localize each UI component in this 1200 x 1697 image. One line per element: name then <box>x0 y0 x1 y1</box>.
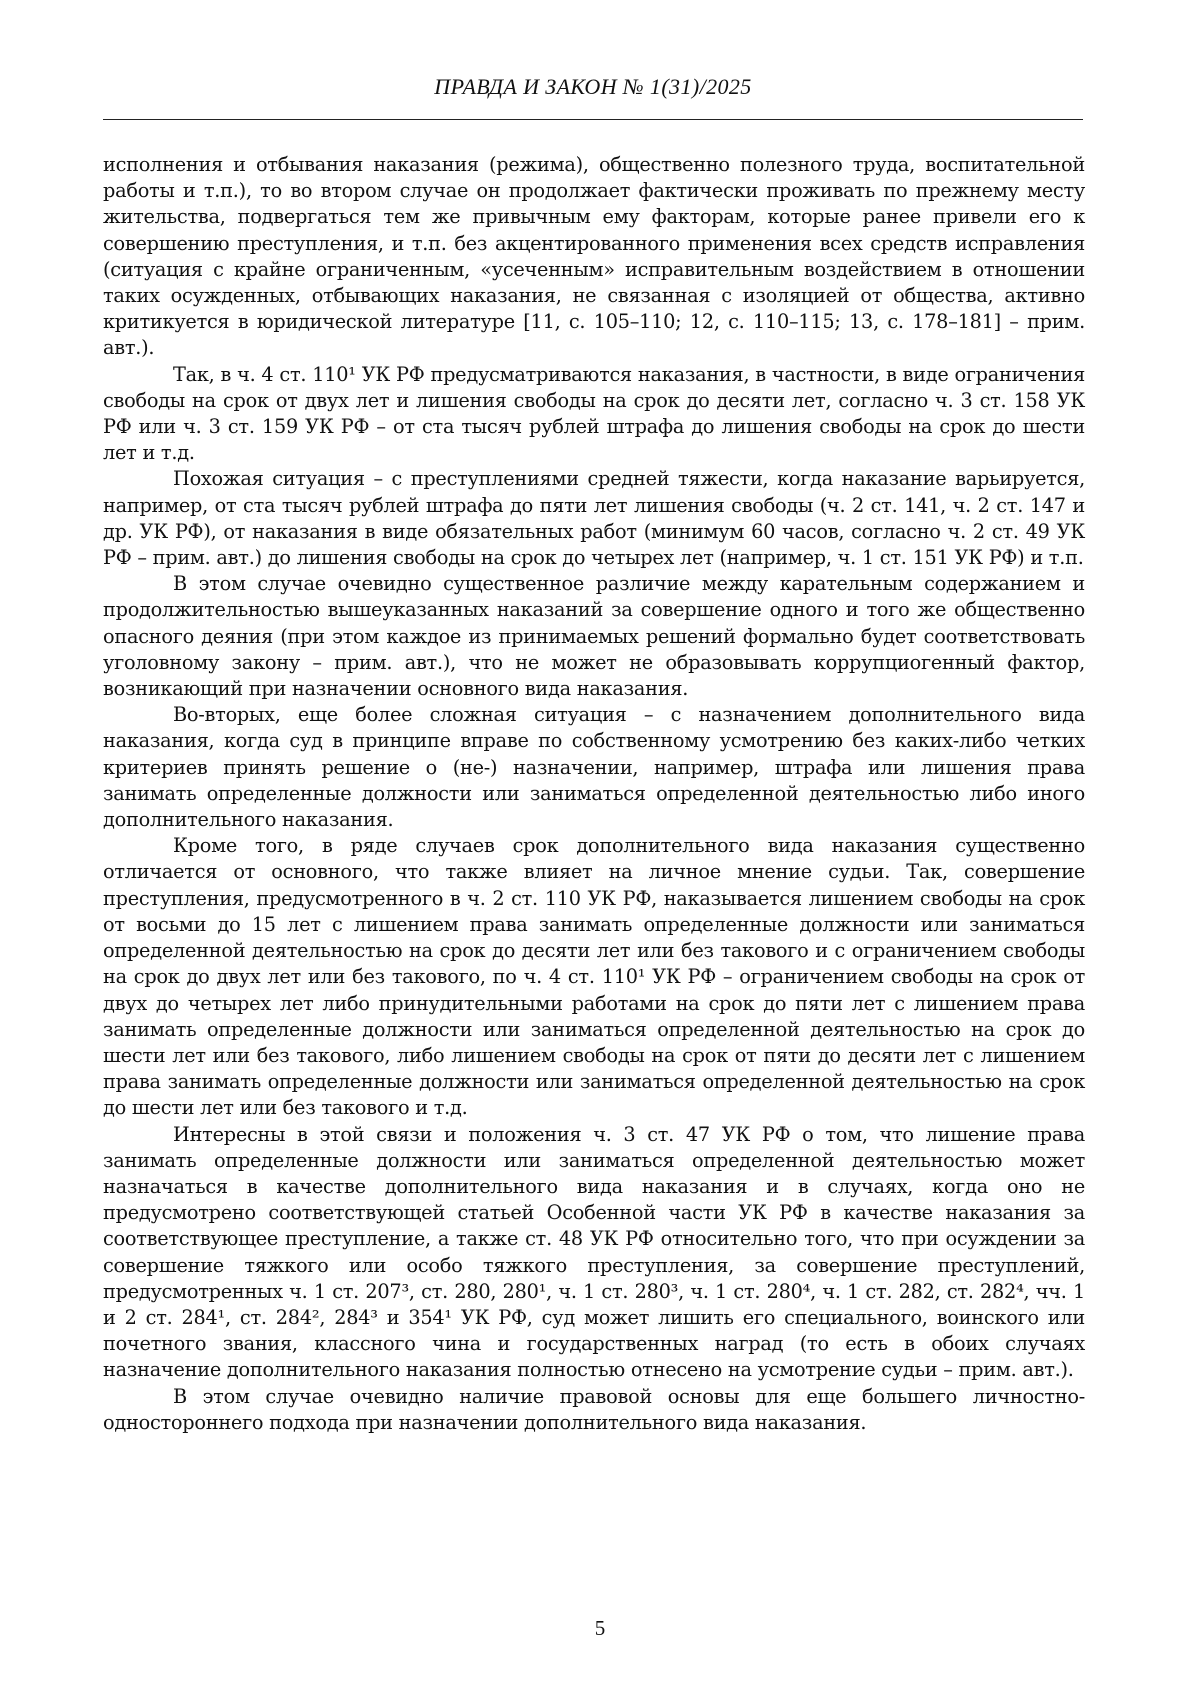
article-body <box>103 152 1085 1436</box>
header-rule <box>103 119 1083 120</box>
paragraph-1: исполнения и отбывания наказания (режима), общественно полезного труда, воспитательной работы и т.п.), то во втором случае он продолжает фактически проживать по прежнему месту жительства, подвергаться тем же привычным ему факторам, которые ранее привели его к совершению преступления, и т.п. без акцентированного применения всех средств исправления (ситуация с крайне ограниченным, «усеченным» исправительным воздействием в отношении таких осужденных, отбывающих наказания, не связанная с изоляцией от общества, активно критикуется в юридической литературе [11, с. 105–110; 12, с. 110–115; 13, с. 178–181] – прим. авт.). <box>103 152 1085 362</box>
paragraph-3: Похожая ситуация – с преступлениями средней тяжести, когда наказание варьируется, например, от ста тысяч рублей штрафа до пяти лет лишения свободы (ч. 2 ст. 141, ч. 2 ст. 147 и др. УК РФ), от наказания в виде обязательных работ (минимум 60 часов, согласно ч. 2 ст. 49 УК РФ – прим. авт.) до лишения свободы на срок до четырех лет (например, ч. 1 ст. 151 УК РФ) и т.п. <box>103 466 1085 571</box>
running-header: ПРАВДА И ЗАКОН № 1(31)/2025 <box>103 74 1083 100</box>
paragraph-4: В этом случае очевидно существенное различие между карательным содержанием и продолжительностью вышеуказанных наказаний за совершение одного и того же общественно опасного деяния (при этом каждое из принимаемых решений формально будет соответствовать уголовному закону – прим. авт.), что не может не образовывать коррупциогенный фактор, возникающий при назначении основного вида наказания. <box>103 571 1085 702</box>
paragraph-7: Интересны в этой связи и положения ч. 3 ст. 47 УК РФ о том, что лишение права занимать определенные должности или заниматься определенной деятельностью может назначаться в качестве дополнительного вида наказания и в случаях, когда оно не предусмотрено соответствующей статьей Особенной части УК РФ в качестве наказания за соответствующее преступление, а также ст. 48 УК РФ относительно того, что при осуждении за совершение тяжкого или особо тяжкого преступления, за совершение преступлений, предусмотренных ч. 1 ст. 207³, ст. 280, 280¹, ч. 1 ст. 280³, ч. 1 ст. 280⁴, ч. 1 ст. 282, ст. 282⁴, чч. 1 и 2 ст. 284¹, ст. 284², 284³ и 354¹ УК РФ, суд может лишить его специального, воинского или почетного звания, классного чина и государственных наград (то есть в обоих случаях назначение дополнительного наказания полностью отнесено на усмотрение судьи – прим. авт.). <box>103 1122 1085 1384</box>
paragraph-5: Во-вторых, еще более сложная ситуация – с назначением дополнительного вида наказания, когда суд в принципе вправе по собственному усмотрению без каких-либо четких критериев принять решение о (не-) назначении, например, штрафа или лишения права занимать определенные должности или заниматься определенной деятельностью либо иного дополнительного наказания. <box>103 702 1085 833</box>
page-number: 5 <box>0 1616 1200 1640</box>
paragraph-8: В этом случае очевидно наличие правовой основы для еще большего личностно-одностороннего подхода при назначении дополнительного вида наказания. <box>103 1384 1085 1436</box>
paragraph-6: Кроме того, в ряде случаев срок дополнительного вида наказания существенно отличается от основного, что также влияет на личное мнение судьи. Так, совершение преступления, предусмотренного в ч. 2 ст. 110 УК РФ, наказывается лишением свободы на срок от восьми до 15 лет с лишением права занимать определенные должности или заниматься определенной деятельностью на срок до десяти лет или без такового и с ограничением свободы на срок до двух лет или без такового, по ч. 4 ст. 110¹ УК РФ – ограничением свободы на срок от двух до четырех лет либо принудительными работами на срок до пяти лет с лишением права занимать определенные должности или заниматься определенной деятельностью на срок до шести лет или без такового, либо лишением свободы на срок от пяти до десяти лет с лишением права занимать определенные должности или заниматься определенной деятельностью на срок до шести лет или без такового и т.д. <box>103 833 1085 1121</box>
paragraph-2: Так, в ч. 4 ст. 110¹ УК РФ предусматриваются наказания, в частности, в виде ограничения свободы на срок от двух лет и лишения свободы на срок до десяти лет, согласно ч. 3 ст. 158 УК РФ или ч. 3 ст. 159 УК РФ – от ста тысяч рублей штрафа до лишения свободы на срок до шести лет и т.д. <box>103 362 1085 467</box>
